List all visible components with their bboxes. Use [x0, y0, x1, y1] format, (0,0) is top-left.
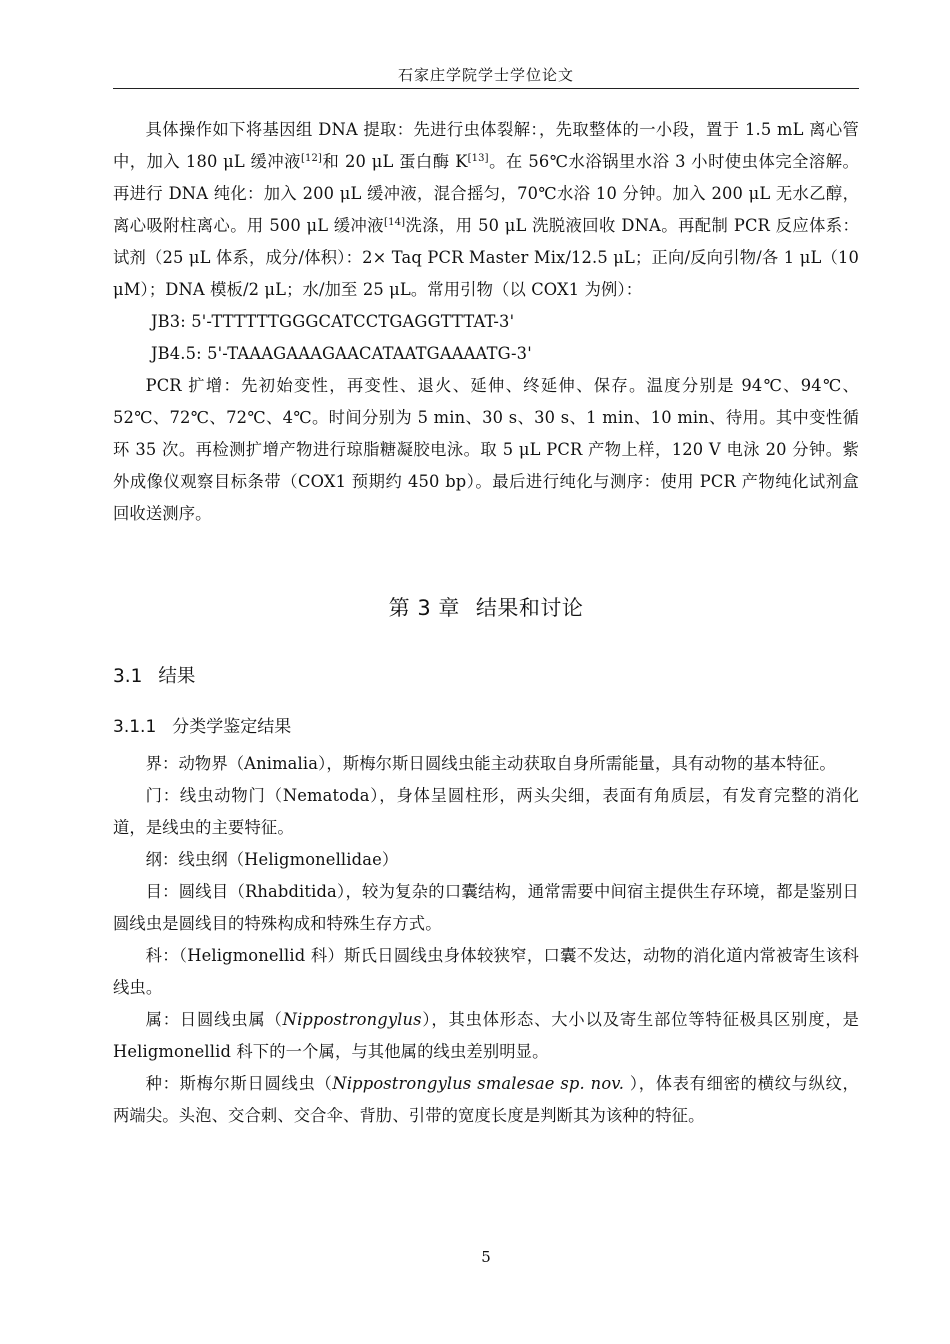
chapter-heading — [113, 588, 859, 628]
genus-name: Nippostrongylus — [282, 1010, 422, 1029]
taxonomy-kingdom: 界：动物界（Animalia），斯梅尔斯日圆线虫能主动获取自身所需能量，具有动物的基本特征。 — [145, 754, 836, 773]
subsection-number: 3.1.1 — [113, 717, 157, 737]
taxonomy-species — [113, 1068, 859, 1132]
citation-12: [12] — [300, 153, 323, 164]
text-run: ），体表有细密的横纹与纵纹，两端尖。头泡、交合刺、交合伞、背肋、引带的宽度长度是判断其为该种的特征。 — [113, 1074, 859, 1125]
species-name: Nippostrongylus smalesae sp. nov. — [332, 1074, 625, 1093]
taxonomy-phylum: 门：线虫动物门（Nematoda），身体呈圆柱形，两头尖细，表面有角质层，有发育完整的消化道，是线虫的主要特征。 — [113, 786, 859, 837]
header-rule — [113, 88, 859, 89]
citation-14: [14] — [384, 217, 406, 228]
taxonomy-family: 科：（Heligmonellid 科）斯氏日圆线虫身体较狭窄，口囊不发达，动物的消化道内常被寄生该科线虫。 — [113, 946, 859, 997]
citation-13: [13] — [467, 153, 489, 164]
primer-jb3: JB3: 5'-TTTTTTGGGCATCCTGAGGTTTAT-3' — [151, 312, 515, 331]
taxonomy-order: 目：圆线目（Rhabditida），较为复杂的口囊结构，通常需要中间宿主提供生存环境，都是鉴别日圆线虫是圆线目的特殊构成和特殊生存方式。 — [113, 882, 859, 933]
section-title: 结果 — [158, 666, 196, 687]
chapter-number: 第 3 章 — [388, 596, 460, 620]
text-run: 和 20 μL 蛋白酶 K — [322, 152, 468, 171]
text-run: 具体操作如下将基因组 DNA 提取：先进行虫体裂解：，先取整体的一小段，置于 1.5 mL 离心管中，加入 180 μL 缓冲液 — [113, 120, 859, 171]
subsection-title: 分类学鉴定结果 — [172, 717, 292, 737]
text-run: ），其虫体形态、大小以及寄生部位等特征极具区别度，是 Heligmonellid 科下的一个属，与其他属的线虫差别明显。 — [113, 1010, 859, 1061]
taxonomy-genus — [113, 1004, 859, 1068]
taxonomy-class: 纲：线虫纲（Heligmonellidae） — [145, 850, 399, 869]
subsection-heading — [113, 712, 859, 742]
methods-paragraph-dna-extraction — [113, 114, 859, 306]
text-run: 属：日圆线虫属（ — [145, 1010, 283, 1029]
chapter-title: 结果和讨论 — [475, 596, 584, 620]
page-header: 石家庄学院学士学位论文 — [397, 66, 574, 84]
page-number: 5 — [481, 1248, 491, 1266]
text-run: 种：斯梅尔斯日圆线虫（ — [145, 1074, 333, 1093]
section-heading — [113, 662, 859, 692]
methods-paragraph-pcr: PCR 扩增：先初始变性，再变性、退火、延伸、终延伸、保存。温度分别是 94℃、94℃、52℃、72℃、72℃、4℃。时间分别为 5 min、30 s、30 s、1 min、10 min、待用。其中变性循环 35 次。再检测扩增产物进行琼脂糖凝胶电泳。取 5 μL PCR 产物上样，120 V 电泳 20 分钟。紫外成像仪观察目标条带（COX1 预期约 450 bp）。最后进行纯化与测序：使用 PCR 产物纯化试剂盒回收送测序。 — [113, 376, 859, 523]
text-run: 洗涤，用 50 μL 洗脱液回收 DNA。再配制 PCR 反应体系：试剂（25 μL 体系，成分/体积）：2× Taq PCR Master Mix/12.5 μL；正向/反向引物/各 1 μL（10 μM）；DNA 模板/2 μL；水/加至 25 μL。常用引物（以 COX1 为例）： — [113, 216, 859, 299]
primer-jb45: JB4.5: 5'-TAAAGAAAGAACATAATGAAAATG-3' — [151, 344, 532, 363]
section-number: 3.1 — [113, 666, 143, 687]
page-body — [113, 114, 859, 1132]
text-run: 。在 56℃水浴锅里水浴 3 小时使虫体完全溶解。再进行 DNA 纯化：加入 200 μL 缓冲液，混合摇匀，70℃水浴 10 分钟。加入 200 μL 无水乙醇，离心吸附柱离心。用 500 μL 缓冲液 — [113, 152, 859, 235]
